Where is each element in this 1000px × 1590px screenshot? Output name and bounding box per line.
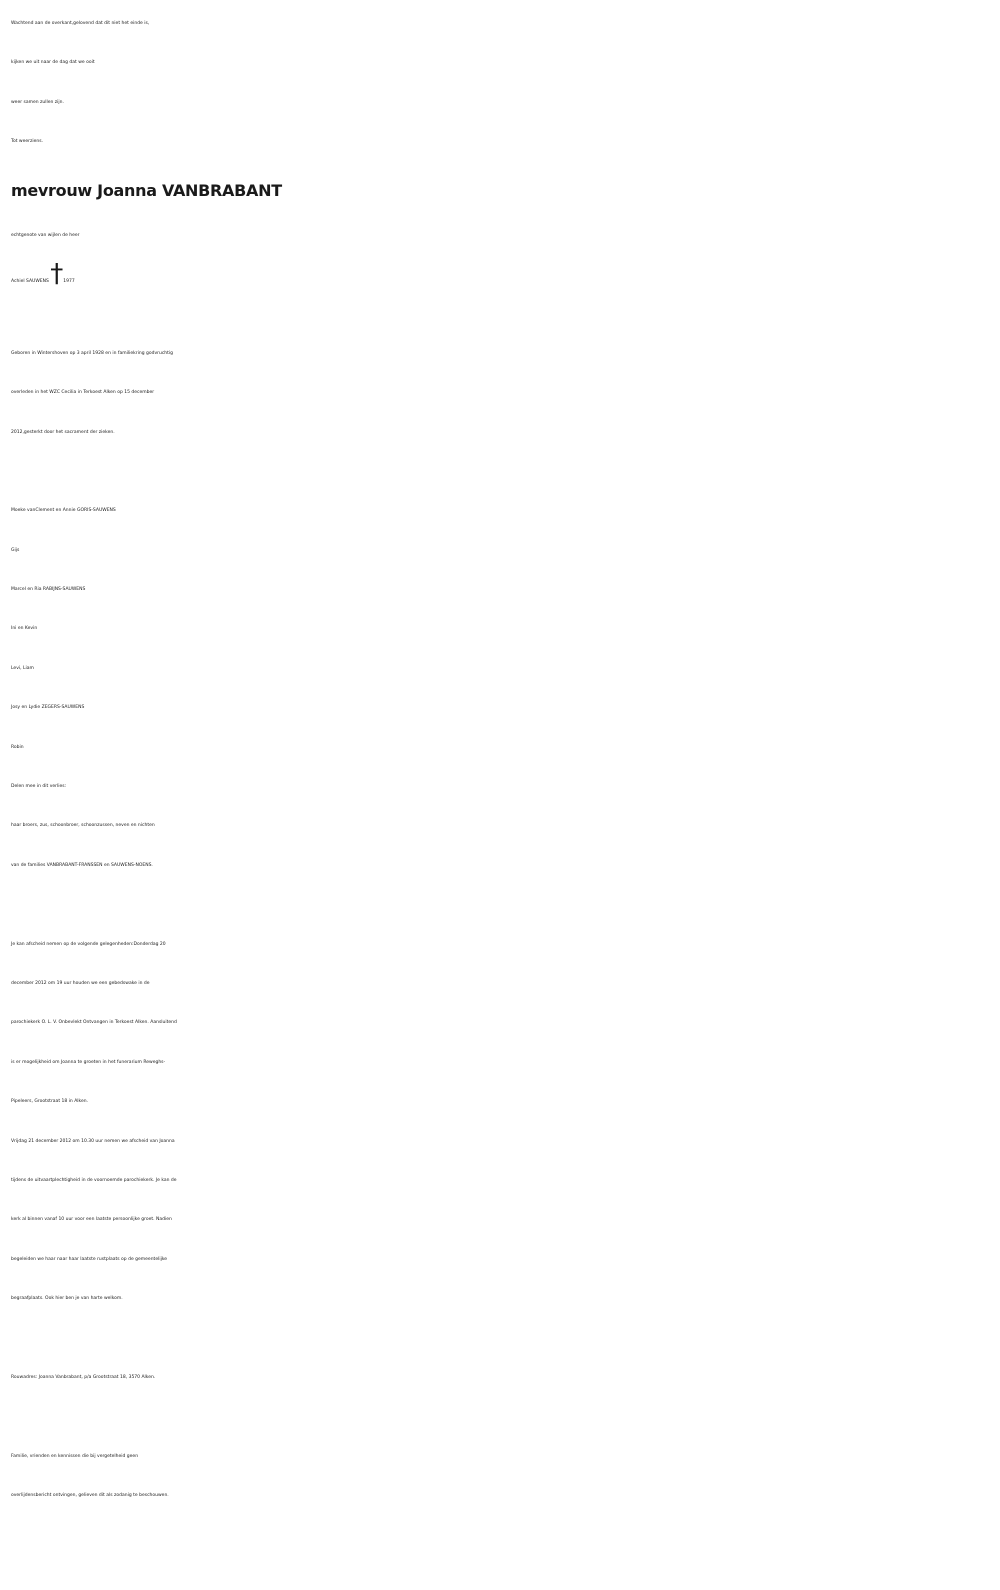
poem-line: Tot weerziens. — [11, 139, 44, 145]
poem — [11, 4, 991, 162]
paragraph-line: Je kan afscheid nemen op de volgende gelegenheden:Donderdag 20 — [11, 941, 166, 947]
family-line: Levi, Liam — [11, 665, 34, 671]
mourning-address: Rouwadres: Joanna Vanbrabant, p/a Grootstraat 18, 3570 Alken. — [11, 1374, 156, 1380]
family-line: Marcel en Ria RABIJNS-SAUWENS — [11, 587, 86, 593]
spouse-name: Achiel SAUWENS — [11, 278, 49, 284]
closing-paragraph — [11, 1437, 991, 1516]
spouse-line — [11, 255, 991, 294]
spouse-death-year: 1977 — [63, 278, 75, 284]
paragraph-line: kerk al binnen vanaf 10 uur voor een laatste persoonlijke groet. Nadien — [11, 1217, 172, 1223]
family-line: Ini en Kevin — [11, 626, 38, 632]
paragraph-line: tijdens de uitvaartplechtigheid in de voornoemde parochiekerk. Je kan de — [11, 1177, 177, 1183]
poem-line: Wachtend aan de overkant,gelovend dat dit niet het einde is, — [11, 21, 150, 26]
relation-text: echtgenote van wijlen de heer — [11, 232, 80, 238]
family-line: Robin — [11, 744, 24, 750]
family-line: Delen mee in dit verlies: — [11, 784, 67, 790]
family-line: Josy en Lydie ZEGERS-SAUWENS — [11, 705, 85, 711]
paragraph-line: Familie, vrienden en kennissen die bij vergetelheid geen — [11, 1453, 139, 1459]
spacer — [11, 294, 991, 333]
spacer — [11, 452, 991, 491]
paragraph-line: parochiekerk O. L. V. Onbevlekt Ontvangen in Terkoest Alken. Aansluitend — [11, 1020, 177, 1026]
paragraph-line: Geboren in Wintershoven op 3 april 1928 en in familiekring godvruchtig — [11, 350, 174, 356]
family-line: Gijs — [11, 547, 20, 553]
spacer — [11, 1397, 991, 1436]
paragraph-line: Vrijdag 21 december 2012 om 10.30 uur nemen we afscheid van Joanna — [11, 1138, 175, 1144]
paragraph-line: Pipeleers, Grootstraat 18 in Alken. — [11, 1099, 89, 1105]
paragraph-line: overleden in het WZC Cecilia in Terkoest Alken op 15 december — [11, 390, 155, 396]
paragraph-line: 2012,gesterkt door het sacrament der zieken. — [11, 429, 115, 435]
death-notice — [11, 4, 991, 1515]
paragraph-line: begraafplaats. Ook hier ben je van harte welkom. — [11, 1296, 123, 1302]
cross-icon: † — [50, 258, 64, 289]
family-line: Moeke vanClement en Annie GORIS-SAUWENS — [11, 508, 116, 514]
paragraph-line: december 2012 om 19 uur houden we een gebedswake in de — [11, 980, 150, 986]
paragraph-line: overlijdensbericht ontvingen, gelieven dit als zodanig te beschouwen. — [11, 1493, 169, 1499]
spacer — [11, 1319, 991, 1358]
poem-line: weer samen zullen zijn. — [11, 99, 64, 105]
birth-death-paragraph — [11, 334, 991, 452]
paragraph-line: begeleiden we haar naar haar laatste rustplaats op de gemeentelijke — [11, 1256, 168, 1262]
family-line: haar broers, zus, schoonbroer, schoonzussen, neven en nichten — [11, 823, 155, 829]
spacer — [11, 885, 991, 924]
poem-line: kijken we uit naar de dag dat we ooit — [11, 60, 95, 66]
family-list — [11, 491, 991, 885]
deceased-name: mevrouw Joanna VANBRABANT — [11, 180, 282, 200]
family-line: van de families VANBRABANT-FRANSSEN en SAUWENS-NOENS. — [11, 862, 153, 868]
farewell-paragraph — [11, 925, 991, 1319]
paragraph-line: is er mogelijkheid om Joanna te groeten in het funerarium Reweghs- — [11, 1059, 166, 1065]
